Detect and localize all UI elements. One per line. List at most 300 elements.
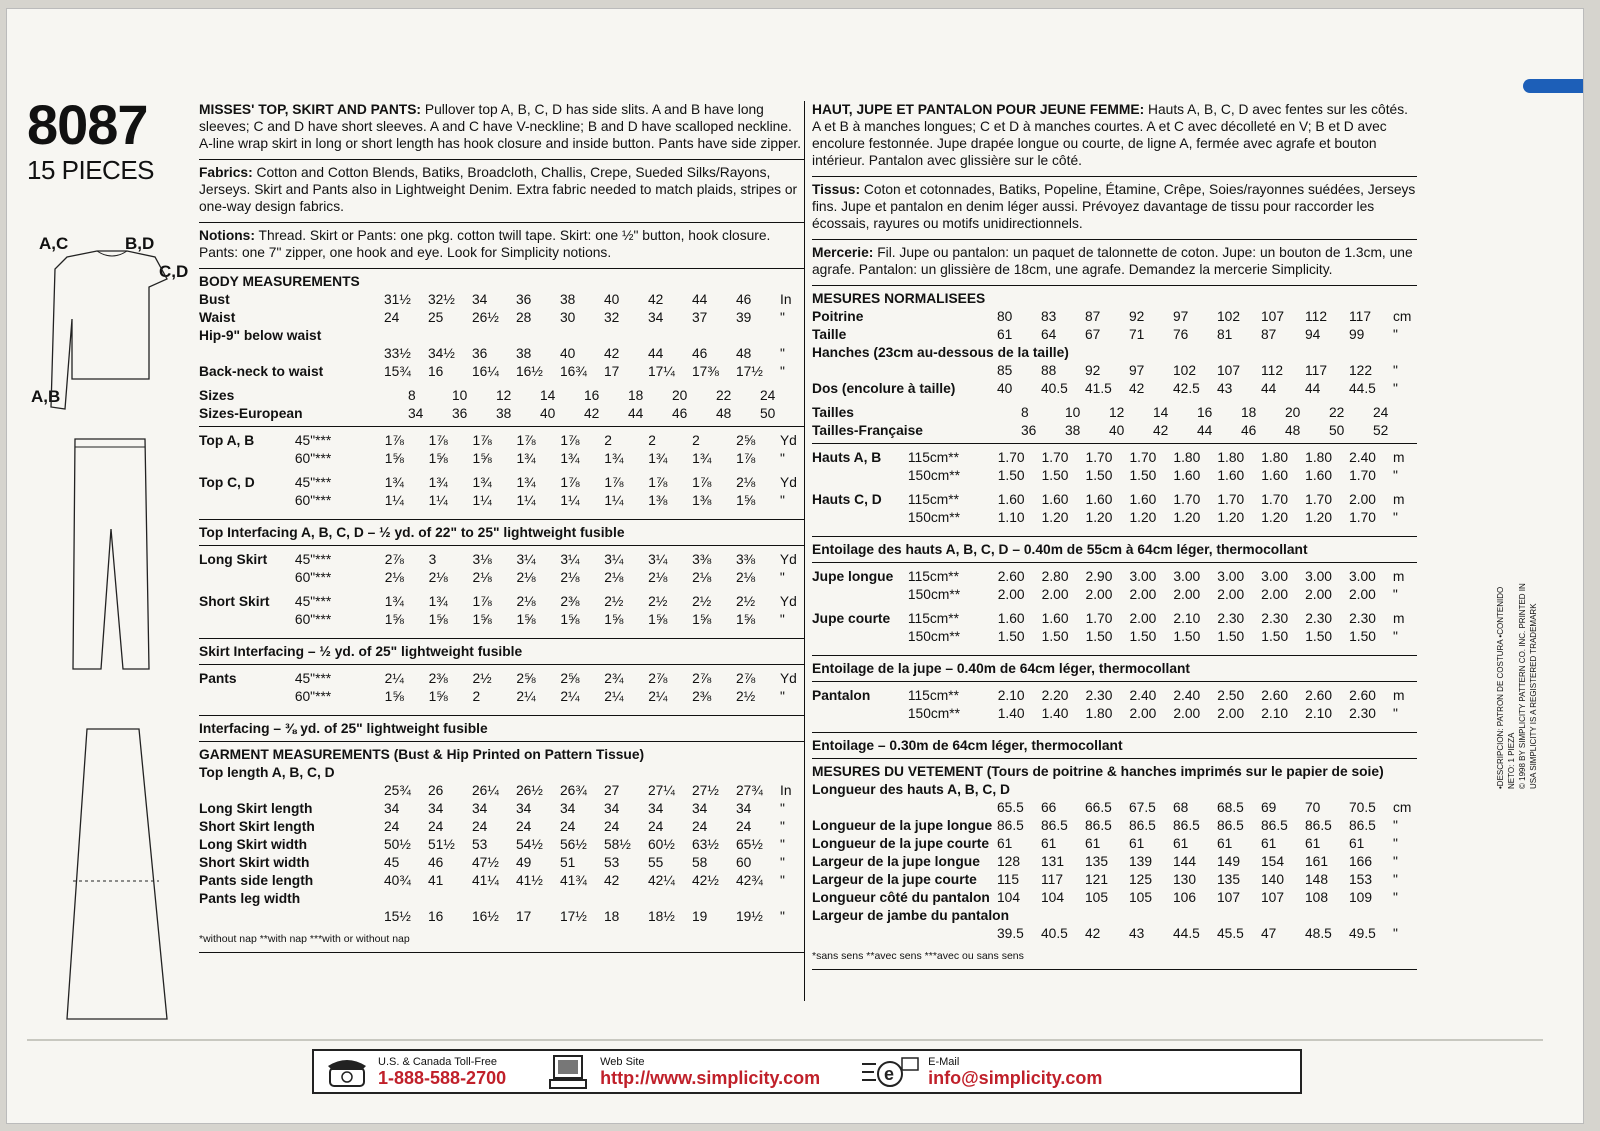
description-block bbox=[812, 101, 1417, 177]
table-cell: 2.10 bbox=[997, 688, 1025, 703]
table-cell: 108 bbox=[1305, 890, 1329, 905]
table-cell: 30 bbox=[560, 310, 576, 325]
table-cell: 76 bbox=[1173, 327, 1189, 342]
table-cell: 42½ bbox=[692, 873, 719, 888]
table-cell: 1.70 bbox=[1085, 450, 1113, 465]
row-label: Longueur des hauts A, B, C, D bbox=[812, 782, 1011, 797]
table-cell: 3¼ bbox=[516, 552, 536, 567]
table-row bbox=[812, 403, 1417, 421]
table-cell: 41½ bbox=[516, 873, 543, 888]
yardage-group bbox=[199, 431, 804, 509]
table-cell: 39 bbox=[736, 310, 752, 325]
yardage-table bbox=[199, 550, 804, 586]
table-cell: 1⅝ bbox=[692, 612, 712, 627]
table-cell: 15½ bbox=[384, 909, 411, 924]
table-cell: 117 bbox=[1041, 872, 1063, 887]
table-cell: 2¾ bbox=[604, 671, 624, 686]
description-block bbox=[199, 101, 804, 160]
unit-cell: m bbox=[1393, 611, 1405, 626]
table-cell: 2⅞ bbox=[384, 552, 404, 567]
table-cell: 1.50 bbox=[1129, 629, 1157, 644]
table-cell: 42¾ bbox=[736, 873, 763, 888]
table-cell: 1.20 bbox=[1261, 510, 1289, 525]
unit-cell: " bbox=[780, 837, 785, 852]
table-cell: 41¾ bbox=[560, 873, 587, 888]
table-row bbox=[199, 763, 804, 781]
unit-cell: In bbox=[780, 783, 792, 798]
width-cell: 45"*** bbox=[294, 671, 332, 686]
table-cell: 34 bbox=[560, 801, 576, 816]
table-cell: 38 bbox=[560, 292, 576, 307]
yardage-table bbox=[812, 567, 1417, 603]
table-cell: 144 bbox=[1173, 854, 1197, 869]
garment-measurements-block bbox=[199, 746, 804, 953]
row-label: Hauts A, B bbox=[812, 450, 882, 465]
table-cell: 1⅝ bbox=[472, 451, 492, 466]
garment-measurements-block bbox=[812, 763, 1417, 970]
table-cell: 2.40 bbox=[1129, 688, 1157, 703]
garment-sketches bbox=[27, 249, 197, 1069]
table-cell: 10 bbox=[1065, 405, 1081, 420]
table-cell: 24 bbox=[692, 819, 708, 834]
table-cell: 49 bbox=[516, 855, 532, 870]
table-cell: 1.60 bbox=[997, 492, 1025, 507]
unit-cell: " bbox=[780, 855, 785, 870]
table-row bbox=[199, 687, 804, 705]
table-cell: 46 bbox=[428, 855, 444, 870]
table-cell: 12 bbox=[496, 388, 512, 403]
row-label: Long Skirt length bbox=[199, 801, 313, 816]
yardage-group bbox=[199, 669, 804, 705]
table-cell: 22 bbox=[1329, 405, 1345, 420]
table-cell: 3 bbox=[428, 552, 437, 567]
table-cell: 68.5 bbox=[1217, 800, 1244, 815]
table-row bbox=[812, 379, 1417, 397]
table-cell: 24 bbox=[760, 388, 776, 403]
pattern-number: 8087 bbox=[27, 93, 148, 156]
table-cell: 51 bbox=[560, 855, 576, 870]
width-cell: 45"*** bbox=[294, 594, 332, 609]
pants-yardage-block bbox=[812, 686, 1417, 733]
table-cell: 34 bbox=[472, 292, 488, 307]
interfacing: Interfacing – ⅜ yd. of 25" lightweight fusible bbox=[199, 721, 488, 736]
web-contact bbox=[546, 1054, 820, 1090]
table-cell: 24 bbox=[604, 819, 620, 834]
column-divider bbox=[804, 101, 805, 1001]
row-label: Longueur de la jupe courte bbox=[812, 836, 990, 851]
width-cell: 115cm** bbox=[907, 611, 960, 626]
table-cell: 1⅞ bbox=[384, 433, 404, 448]
unit-cell: Yd bbox=[779, 594, 797, 609]
notions bbox=[812, 244, 1417, 278]
table-cell: 17 bbox=[516, 909, 532, 924]
width-cell: 60"*** bbox=[294, 612, 332, 627]
table-cell: 34 bbox=[516, 801, 532, 816]
email-icon bbox=[860, 1054, 920, 1090]
table-cell: 45 bbox=[384, 855, 400, 870]
row-label bbox=[199, 449, 295, 467]
description-title: HAUT, JUPE ET PANTALON POUR JEUNE FEMME: bbox=[812, 102, 1145, 117]
table-cell: 1⅝ bbox=[560, 612, 580, 627]
table-cell: 34 bbox=[408, 406, 424, 421]
table-cell: 41.5 bbox=[1085, 381, 1112, 396]
row-label: Largeur de la jupe courte bbox=[812, 872, 977, 887]
table-cell: 1.20 bbox=[1085, 510, 1113, 525]
table-cell: 1⅝ bbox=[384, 451, 404, 466]
notions-text: Fil. Jupe ou pantalon: un paquet de talonnette de coton. Jupe: un bouton de 1.3cm, une agrafe. Pantalon: un glissière de 18cm, une agrafe. Demandez la mercerie Simplicity. bbox=[812, 245, 1413, 277]
table-cell: 44 bbox=[1197, 423, 1213, 438]
table-cell: 104 bbox=[1041, 890, 1065, 905]
table-cell: 20 bbox=[672, 388, 688, 403]
table-cell: 14 bbox=[1153, 405, 1169, 420]
table-cell: 1¾ bbox=[516, 451, 536, 466]
table-cell: 24 bbox=[1373, 405, 1389, 420]
table-cell: 51½ bbox=[428, 837, 455, 852]
measurement-table bbox=[199, 386, 804, 422]
table-cell: 112 bbox=[1305, 309, 1327, 324]
table-cell: 2⅞ bbox=[736, 671, 756, 686]
table-cell: 1⅝ bbox=[472, 612, 492, 627]
table-row bbox=[199, 344, 804, 362]
table-cell: 1¾ bbox=[428, 475, 448, 490]
table-cell: 117 bbox=[1305, 363, 1327, 378]
body-measurements-title: MESURES NORMALISEES bbox=[812, 291, 986, 306]
yardage-table bbox=[812, 609, 1417, 645]
table-cell: 2.50 bbox=[1217, 688, 1245, 703]
row-label bbox=[199, 610, 295, 628]
view-label: B,D bbox=[125, 234, 155, 253]
table-cell: 44 bbox=[692, 292, 708, 307]
table-row bbox=[199, 550, 804, 568]
left-panel bbox=[27, 93, 197, 999]
table-cell: 2.40 bbox=[1349, 450, 1376, 465]
width-cell: 115cm** bbox=[907, 688, 959, 703]
width-cell: 150cm** bbox=[907, 587, 961, 602]
table-cell: 2⅛ bbox=[736, 475, 756, 490]
table-cell: 1⅞ bbox=[472, 594, 492, 609]
table-row bbox=[199, 889, 804, 907]
table-cell: 17½ bbox=[736, 364, 763, 379]
table-cell: 1¾ bbox=[604, 451, 624, 466]
table-cell: 24 bbox=[560, 819, 576, 834]
table-cell: 102 bbox=[1217, 309, 1241, 324]
skirt-interfacing: Entoilage de la jupe – 0.40m de 64cm léger, thermocollant bbox=[812, 661, 1191, 676]
table-cell: 1.50 bbox=[997, 629, 1025, 644]
table-cell: 47½ bbox=[472, 855, 499, 870]
row-label bbox=[812, 798, 997, 816]
table-row bbox=[199, 592, 804, 610]
row-label bbox=[812, 508, 908, 526]
unit-cell: " bbox=[779, 451, 785, 466]
table-cell: 2.00 bbox=[1085, 587, 1113, 602]
table-cell: 42 bbox=[1129, 381, 1145, 396]
table-cell: 2.00 bbox=[1261, 587, 1289, 602]
unit-cell: " bbox=[1393, 872, 1398, 887]
table-cell: 3.00 bbox=[1173, 569, 1201, 584]
table-cell: 34 bbox=[384, 801, 400, 816]
table-cell: 1.60 bbox=[997, 611, 1025, 626]
table-cell: 2⅝ bbox=[516, 671, 536, 686]
table-cell: 2⅛ bbox=[516, 570, 536, 585]
row-label: Top length A, B, C, D bbox=[199, 765, 335, 780]
body-measurements-title: BODY MEASUREMENTS bbox=[199, 274, 360, 289]
table-cell: 2⅛ bbox=[604, 570, 624, 585]
table-cell: 32½ bbox=[428, 292, 455, 307]
table-cell: 86.5 bbox=[1261, 818, 1288, 833]
body-measurements-block bbox=[812, 290, 1417, 444]
yardage-table bbox=[199, 669, 804, 705]
table-cell: 148 bbox=[1305, 872, 1329, 887]
interfacing-block bbox=[812, 737, 1417, 759]
table-cell: 33½ bbox=[384, 346, 411, 361]
table-cell: 1.20 bbox=[1041, 510, 1069, 525]
table-cell: 65½ bbox=[736, 837, 763, 852]
width-cell: 150cm** bbox=[907, 706, 960, 721]
measurement-table bbox=[812, 780, 1417, 942]
skirt-yardage-block bbox=[812, 567, 1417, 656]
table-cell: 1⅞ bbox=[604, 475, 624, 490]
yardage-group bbox=[812, 567, 1417, 645]
table-cell: 1.50 bbox=[1217, 629, 1245, 644]
table-cell: 1.70 bbox=[1085, 611, 1113, 626]
row-label: Waist bbox=[199, 310, 236, 325]
top-yardage-block bbox=[812, 448, 1417, 537]
table-cell: 2.00 bbox=[1348, 587, 1376, 602]
table-cell: 2 bbox=[692, 433, 700, 448]
phone-number[interactable]: 1-888-588-2700 bbox=[378, 1067, 507, 1088]
table-row bbox=[199, 290, 804, 308]
table-cell: 63½ bbox=[692, 837, 719, 852]
table-row bbox=[812, 361, 1417, 379]
table-cell: 2.30 bbox=[1085, 688, 1113, 703]
table-cell: 2.10 bbox=[1173, 611, 1201, 626]
table-cell: 1.50 bbox=[1085, 468, 1113, 483]
table-cell: 1⅜ bbox=[692, 493, 712, 508]
width-cell: 60"*** bbox=[294, 451, 332, 466]
row-label bbox=[199, 344, 384, 362]
table-cell: 2⅛ bbox=[384, 570, 404, 585]
garment-measurements-title: MESURES DU VETEMENT (Tours de poitrine & hanches imprimés sur le papier de soie) bbox=[812, 764, 1384, 779]
table-cell: 38 bbox=[1065, 423, 1081, 438]
table-cell: 67.5 bbox=[1129, 800, 1156, 815]
table-cell: 2⅜ bbox=[692, 689, 712, 704]
table-cell: 34 bbox=[692, 801, 708, 816]
table-row bbox=[812, 508, 1417, 526]
row-label: Long Skirt bbox=[199, 552, 268, 567]
table-cell: 2½ bbox=[692, 594, 712, 609]
row-label bbox=[199, 687, 295, 705]
table-cell: 3.00 bbox=[1348, 569, 1376, 584]
table-cell: 42¼ bbox=[648, 873, 675, 888]
skirt-interfacing: Skirt Interfacing – ½ yd. of 25" lightweight fusible bbox=[199, 644, 523, 659]
table-row bbox=[812, 870, 1417, 888]
unit-cell: " bbox=[780, 364, 785, 379]
table-cell: 166 bbox=[1349, 854, 1373, 869]
unit-cell: " bbox=[1393, 629, 1398, 644]
table-cell: 48 bbox=[716, 406, 732, 421]
table-cell: 40 bbox=[1109, 423, 1125, 438]
table-cell: 2⅞ bbox=[648, 671, 668, 686]
notions-label: Notions: bbox=[199, 228, 255, 243]
table-cell: 2¼ bbox=[648, 689, 668, 704]
table-cell: 2.00 bbox=[997, 587, 1025, 602]
table-cell: 16½ bbox=[472, 909, 499, 924]
unit-cell: Yd bbox=[779, 671, 797, 686]
table-cell: 1¾ bbox=[560, 451, 580, 466]
row-label: Top C, D bbox=[199, 475, 255, 490]
table-cell: 1.80 bbox=[1217, 450, 1245, 465]
table-cell: 1.20 bbox=[1173, 510, 1201, 525]
table-cell: 1⅞ bbox=[692, 475, 712, 490]
table-cell: 16 bbox=[584, 388, 600, 403]
table-cell: 58½ bbox=[604, 837, 631, 852]
row-label: Short Skirt bbox=[199, 594, 270, 609]
email-address[interactable]: info@simplicity.com bbox=[928, 1067, 1103, 1088]
table-cell: 94 bbox=[1305, 327, 1321, 342]
table-row bbox=[812, 609, 1417, 627]
table-cell: 87 bbox=[1085, 309, 1101, 324]
side-legal-text bbox=[1495, 579, 1539, 789]
yardage-group bbox=[812, 686, 1417, 722]
width-cell: 115cm** bbox=[907, 450, 960, 465]
row-label: Back-neck to waist bbox=[199, 364, 324, 379]
table-cell: 34 bbox=[648, 801, 664, 816]
table-cell: 1.60 bbox=[1261, 468, 1289, 483]
table-cell: 10 bbox=[452, 388, 468, 403]
width-cell: 60"*** bbox=[294, 493, 332, 508]
table-cell: 61 bbox=[1085, 836, 1101, 851]
table-row bbox=[199, 473, 804, 491]
row-label: Largeur de la jupe longue bbox=[812, 854, 980, 869]
unit-cell: m bbox=[1393, 492, 1405, 507]
width-cell: 150cm** bbox=[907, 629, 961, 644]
row-label: Poitrine bbox=[812, 309, 864, 324]
table-cell: 2⅛ bbox=[648, 570, 668, 585]
table-cell: 1.60 bbox=[1041, 611, 1069, 626]
table-cell: 1.50 bbox=[1173, 629, 1201, 644]
table-cell: 16 bbox=[1197, 405, 1213, 420]
table-cell: 48.5 bbox=[1305, 926, 1332, 941]
table-cell: 24 bbox=[384, 310, 400, 325]
table-cell: 55 bbox=[648, 855, 664, 870]
table-cell: 28 bbox=[516, 310, 532, 325]
table-cell: 22 bbox=[716, 388, 732, 403]
unit-cell: " bbox=[779, 570, 785, 585]
table-row bbox=[812, 798, 1417, 816]
table-cell: 38 bbox=[516, 346, 532, 361]
table-row bbox=[199, 871, 804, 889]
table-cell: 86.5 bbox=[1349, 818, 1376, 833]
table-cell: 18 bbox=[1241, 405, 1257, 420]
table-cell: 47 bbox=[1261, 926, 1277, 941]
width-cell: 115cm** bbox=[907, 492, 960, 507]
table-cell: 43 bbox=[1129, 926, 1145, 941]
row-label: Short Skirt length bbox=[199, 819, 315, 834]
table-cell: 1¾ bbox=[428, 594, 448, 609]
unit-cell: " bbox=[1393, 468, 1398, 483]
table-cell: 1⅜ bbox=[648, 493, 668, 508]
table-cell: 27½ bbox=[692, 783, 719, 798]
table-cell: 125 bbox=[1129, 872, 1153, 887]
table-cell: 1.50 bbox=[997, 468, 1025, 483]
table-cell: 71 bbox=[1129, 327, 1145, 342]
table-row bbox=[812, 448, 1417, 466]
unit-cell: " bbox=[1393, 327, 1398, 342]
table-row bbox=[199, 326, 804, 344]
table-cell: 40 bbox=[560, 346, 576, 361]
table-cell: 2.00 bbox=[1129, 706, 1157, 721]
table-cell: 1.50 bbox=[1041, 468, 1069, 483]
row-label: Top A, B bbox=[199, 433, 255, 448]
yardage-table bbox=[812, 490, 1417, 526]
table-cell: 3.00 bbox=[1129, 569, 1157, 584]
pieces-count: 15 PIECES bbox=[27, 155, 155, 185]
notions-block bbox=[199, 227, 804, 269]
table-row bbox=[199, 568, 804, 586]
side-line: © 1998 BY SIMPLICITY PATTERN CO. INC. PRINTED IN USA SIMPLICITY IS A REGISTERED TRADEMARK bbox=[1518, 583, 1538, 789]
yardage-group bbox=[199, 550, 804, 628]
table-cell: 135 bbox=[1085, 854, 1109, 869]
table-cell: 2.00 bbox=[1173, 706, 1201, 721]
table-cell: 19½ bbox=[736, 909, 763, 924]
table-row bbox=[812, 924, 1417, 942]
table-row bbox=[812, 834, 1417, 852]
table-cell: 61 bbox=[1349, 836, 1365, 851]
table-cell: 1⅞ bbox=[648, 475, 668, 490]
email-label: E-Mail bbox=[928, 1055, 960, 1068]
table-cell: 2.80 bbox=[1041, 569, 1069, 584]
table-cell: 115 bbox=[997, 872, 1019, 887]
unit-cell: " bbox=[780, 346, 785, 361]
table-cell: 41 bbox=[428, 873, 444, 888]
table-row bbox=[199, 817, 804, 835]
table-cell: 1⅞ bbox=[516, 433, 536, 448]
web-link[interactable]: http://www.simplicity.com bbox=[600, 1067, 821, 1088]
contact-footer bbox=[312, 1049, 1302, 1094]
table-row bbox=[812, 906, 1417, 924]
yardage-table bbox=[199, 592, 804, 628]
table-cell: 48 bbox=[736, 346, 752, 361]
table-cell: 1⅝ bbox=[428, 612, 448, 627]
table-cell: 1.50 bbox=[1305, 629, 1333, 644]
table-cell: 25¾ bbox=[384, 783, 411, 798]
interfacing-block bbox=[199, 720, 804, 742]
table-cell: 26 bbox=[428, 783, 444, 798]
table-cell: 107 bbox=[1217, 363, 1241, 378]
unit-cell: " bbox=[780, 819, 785, 834]
table-cell: 31½ bbox=[384, 292, 411, 307]
table-cell: 3¼ bbox=[648, 552, 668, 567]
unit-cell: cm bbox=[1393, 309, 1412, 324]
table-cell: 46 bbox=[1241, 423, 1257, 438]
top-interfacing-block bbox=[812, 541, 1417, 563]
unit-cell: Yd bbox=[779, 433, 797, 448]
table-cell: 56½ bbox=[560, 837, 587, 852]
row-label: Short Skirt width bbox=[199, 855, 310, 870]
table-cell: 1.70 bbox=[1041, 450, 1069, 465]
french-column bbox=[812, 101, 1417, 974]
top-yardage-block bbox=[199, 431, 804, 520]
table-cell: 24 bbox=[516, 819, 532, 834]
fabrics-text: Cotton and Cotton Blends, Batiks, Broadcloth, Challis, Crepe, Sueded Silks/Rayons, Jerseys. Skirt and Pants also in Lightweight Denim. Extra fabric needed to match plaids, stripes or one-way design fabrics. bbox=[199, 165, 798, 214]
unit-cell: " bbox=[779, 612, 785, 627]
table-cell: 105 bbox=[1085, 890, 1109, 905]
unit-cell: Yd bbox=[780, 475, 797, 490]
blue-tab bbox=[1523, 79, 1583, 93]
table-cell: 27 bbox=[604, 783, 620, 798]
row-label bbox=[199, 907, 384, 925]
table-row bbox=[812, 686, 1417, 704]
